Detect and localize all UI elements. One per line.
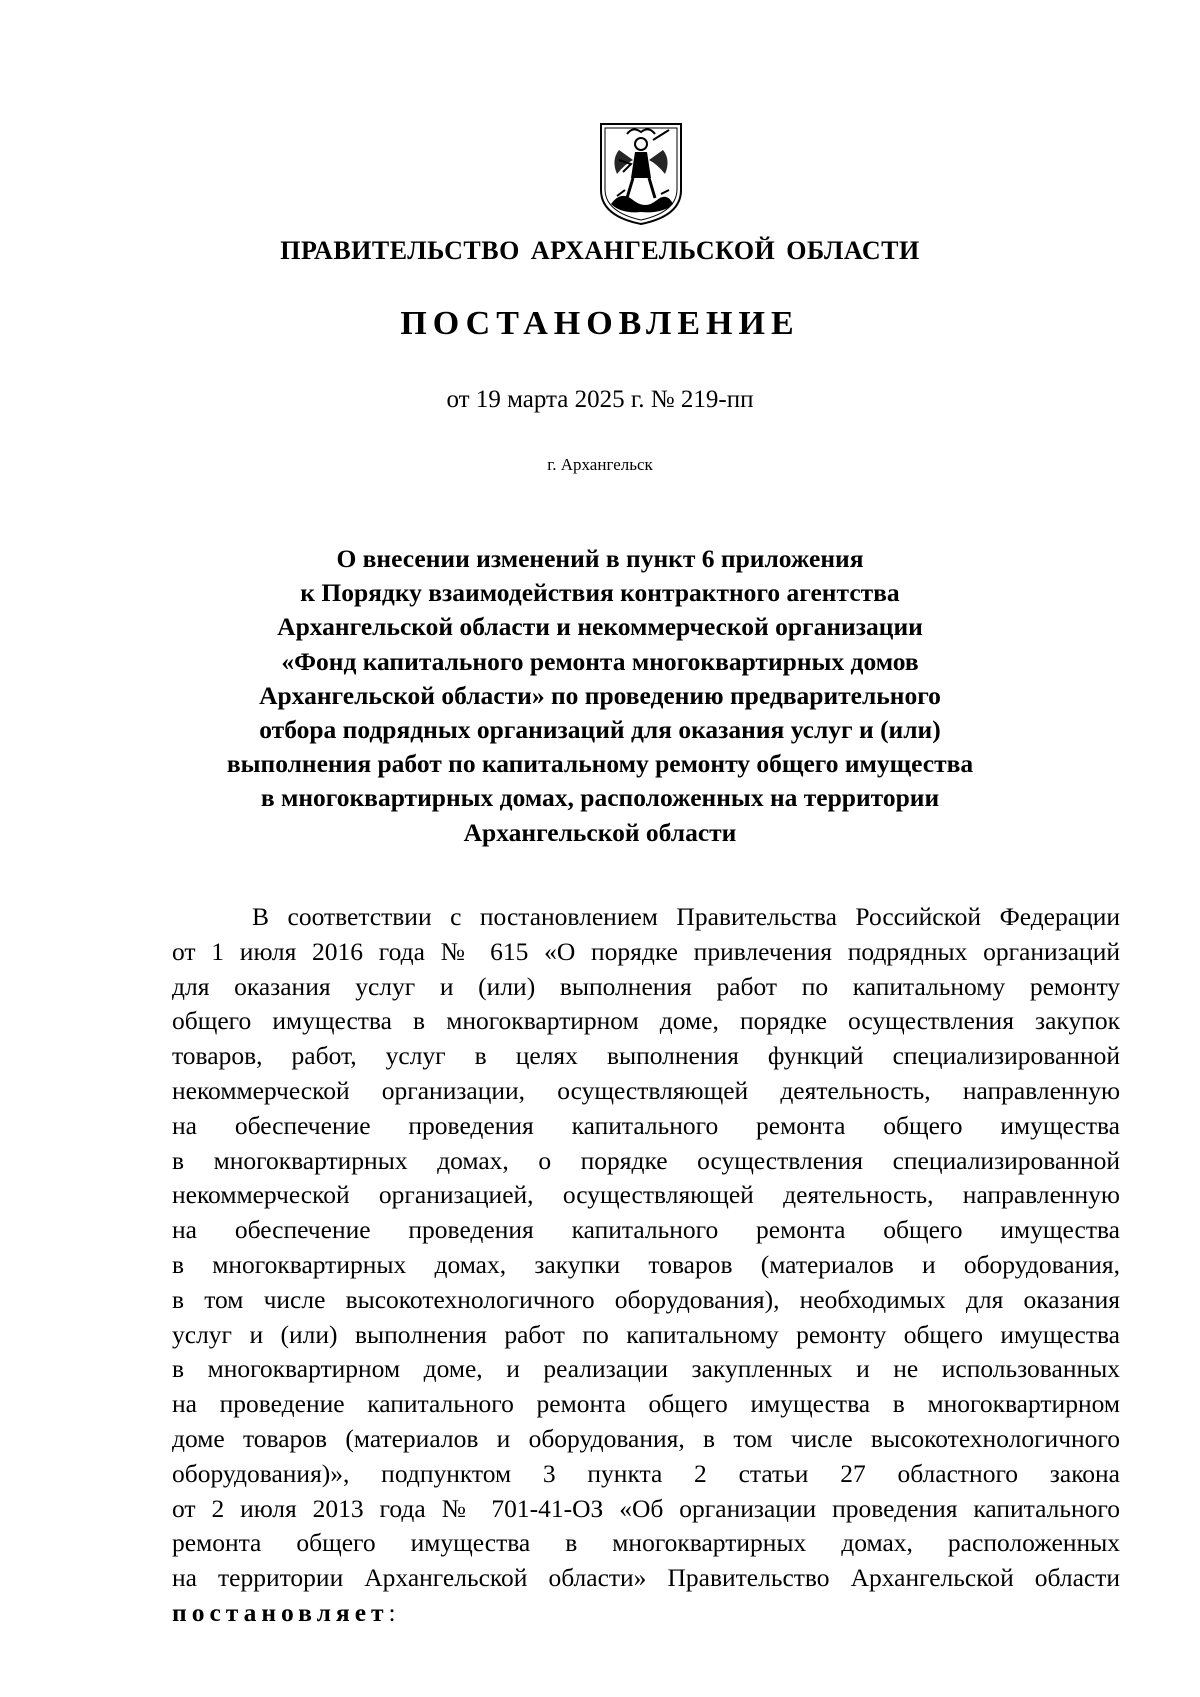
title-line: «Фонд капитального ремонта многоквартирных домов <box>281 646 919 676</box>
title-line: О внесении изменений в пункт 6 приложения <box>336 544 864 573</box>
resolution-word: постановляет <box>172 1597 389 1627</box>
city: г. Архангельск <box>547 455 653 474</box>
body-line: от 2 июля 2013 года № 701-41-ОЗ «Об организации проведения капитального <box>172 1493 1120 1523</box>
body-line: от 1 июля 2016 года № 615 «О порядке привлечения подрядных организаций <box>172 936 1120 966</box>
body-line: на обеспечение проведения капитального ремонта общего имущества <box>172 1215 1120 1245</box>
body-line: некоммерческой организацией, осуществляющей деятельность, направленную <box>172 1180 1120 1210</box>
body-line: в том числе высокотехнологичного оборудования), необходимых для оказания <box>172 1284 1120 1314</box>
body-line: в многоквартирных домах, о порядке осуществления специализированной <box>172 1145 1120 1175</box>
body-line: ремонта общего имущества в многоквартирных домах, расположенных <box>172 1528 1120 1558</box>
title-line: выполнения работ по капитальному ремонту общего имущества <box>226 749 974 779</box>
document-type: ПОСТАНОВЛЕНИЕ <box>400 305 800 342</box>
body-line: для оказания услуг и (или) выполнения работ по капитальному ремонту <box>172 971 1120 1001</box>
body-line: оборудования)», подпунктом 3 пункта 2 статьи 27 областного закона <box>172 1458 1120 1488</box>
body-line: доме товаров (материалов и оборудования, в том числе высокотехнологичного <box>172 1423 1120 1453</box>
title-line: к Порядку взаимодействия контрактного агентства <box>300 578 900 608</box>
body-line: на территории Архангельской области» Правительство Архангельской области <box>172 1563 1120 1593</box>
coat-of-arms-icon <box>597 120 685 228</box>
resolution-colon: : <box>388 1597 396 1627</box>
body-line: общего имущества в многоквартирном доме, порядке осуществления закупок <box>172 1006 1120 1036</box>
body-paragraph <box>172 900 1120 1631</box>
body-line: на проведение капитального ремонта общего имущества в многоквартирном <box>172 1389 1120 1419</box>
title-line: Архангельской области <box>463 817 737 847</box>
resolution-line <box>172 1596 1120 1631</box>
body-line: некоммерческой организации, осуществляющей деятельность, направленную <box>172 1075 1120 1105</box>
body-line: товаров, работ, услуг в целях выполнения функций специализированной <box>172 1041 1120 1071</box>
body-line: В соответствии с постановлением Правительства Российской Федерации <box>252 902 1120 931</box>
date-and-number: от 19 марта 2025 г. № 219-пп <box>446 386 754 413</box>
body-line: услуг и (или) выполнения работ по капитальному ремонту общего имущества <box>172 1319 1120 1349</box>
title-line: Архангельской области» по проведению предварительного <box>259 680 941 710</box>
government-name: ПРАВИТЕЛЬСТВО АРХАНГЕЛЬСКОЙ ОБЛАСТИ <box>280 236 920 265</box>
body-line: в многоквартирном доме, и реализации закупленных и не использованных <box>172 1354 1120 1384</box>
body-line: в многоквартирных домах, закупки товаров (материалов и оборудования, <box>172 1249 1120 1279</box>
document-title <box>180 542 1020 850</box>
title-line: отбора подрядных организаций для оказания услуг и (или) <box>259 715 941 745</box>
body-line: на обеспечение проведения капитального ремонта общего имущества <box>172 1110 1120 1140</box>
title-line: в многоквартирных домах, расположенных на территории <box>260 783 940 813</box>
title-line: Архангельской области и некоммерческой организации <box>277 612 923 642</box>
